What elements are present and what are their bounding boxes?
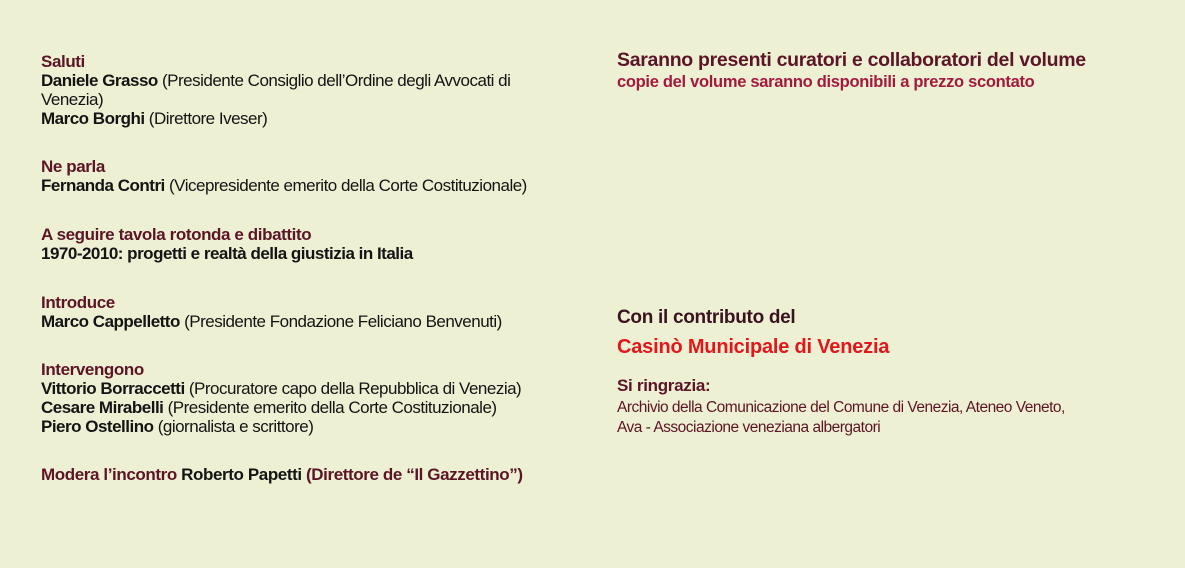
presenti-note: Saranno presenti curatori e collaboratori del volume bbox=[617, 49, 1086, 71]
round-table-title-text: 1970-2010: progetti e realtà della giustizia in Italia bbox=[41, 244, 413, 263]
round-table-title bbox=[41, 244, 581, 263]
section-heading-ne-parla: Ne parla bbox=[41, 157, 105, 176]
speaker-name: Daniele Grasso bbox=[41, 71, 158, 90]
speaker-line-continuation bbox=[41, 90, 581, 109]
speaker-role: (Presidente Consiglio dell’Ordine degli Avvocati di bbox=[157, 71, 511, 90]
acknowledgements-line: Ava - Associazione veneziana albergatori bbox=[617, 419, 881, 436]
notes-block bbox=[617, 48, 1157, 92]
section-heading-intervengono: Intervengono bbox=[41, 360, 144, 379]
moderator-line bbox=[41, 465, 581, 484]
moderator-prefix: Modera l’incontro bbox=[41, 465, 182, 484]
speaker-role: (Vicepresidente emerito della Corte Costituzionale) bbox=[164, 176, 527, 195]
moderator-name: Roberto Papetti bbox=[181, 465, 302, 484]
sponsor-name: Casinò Municipale di Venezia bbox=[617, 336, 890, 358]
section-intervengono bbox=[41, 360, 581, 436]
section-heading-introduce: Introduce bbox=[41, 293, 115, 312]
speaker-name: Vittorio Borraccetti bbox=[41, 379, 185, 398]
section-introduce bbox=[41, 293, 581, 331]
moderator-role: (Direttore de “Il Gazzettino”) bbox=[301, 465, 523, 484]
speaker-name: Fernanda Contri bbox=[41, 176, 165, 195]
speaker-role: (Direttore Iveser) bbox=[144, 109, 268, 128]
section-heading-saluti: Saluti bbox=[41, 52, 85, 71]
speaker-name: Piero Ostellino bbox=[41, 417, 154, 436]
program-column bbox=[41, 52, 581, 484]
acknowledgements-line: Archivio della Comunicazione del Comune di Venezia, Ateneo Veneto, bbox=[617, 399, 1065, 416]
speaker-line bbox=[41, 379, 581, 398]
speaker-line bbox=[41, 417, 581, 436]
speaker-line bbox=[41, 109, 581, 128]
section-modera bbox=[41, 465, 581, 484]
speaker-name: Marco Cappelletto bbox=[41, 312, 180, 331]
speaker-role: (Presidente emerito della Corte Costituzionale) bbox=[163, 398, 497, 417]
speaker-line bbox=[41, 312, 581, 331]
speaker-name: Cesare Mirabelli bbox=[41, 398, 164, 417]
speaker-role: (giornalista e scrittore) bbox=[153, 417, 314, 436]
copie-note: copie del volume saranno disponibili a prezzo scontato bbox=[617, 73, 1035, 91]
section-heading-tavola-rotonda: A seguire tavola rotonda e dibattito bbox=[41, 225, 312, 244]
section-tavola-rotonda bbox=[41, 225, 581, 263]
section-ne-parla bbox=[41, 157, 581, 195]
section-saluti bbox=[41, 52, 581, 128]
acknowledgements-block bbox=[617, 376, 1157, 438]
speaker-line bbox=[41, 398, 581, 417]
contribution-block bbox=[617, 306, 1157, 359]
speaker-role: (Procuratore capo della Repubblica di Venezia) bbox=[184, 379, 522, 398]
speaker-role: Venezia) bbox=[41, 90, 104, 109]
contribution-label: Con il contributo del bbox=[617, 307, 796, 328]
speaker-line bbox=[41, 71, 581, 90]
speaker-name: Marco Borghi bbox=[41, 109, 145, 128]
acknowledgements-label: Si ringrazia: bbox=[617, 376, 711, 395]
speaker-line bbox=[41, 176, 581, 195]
speaker-role: (Presidente Fondazione Feliciano Benvenuti) bbox=[179, 312, 502, 331]
